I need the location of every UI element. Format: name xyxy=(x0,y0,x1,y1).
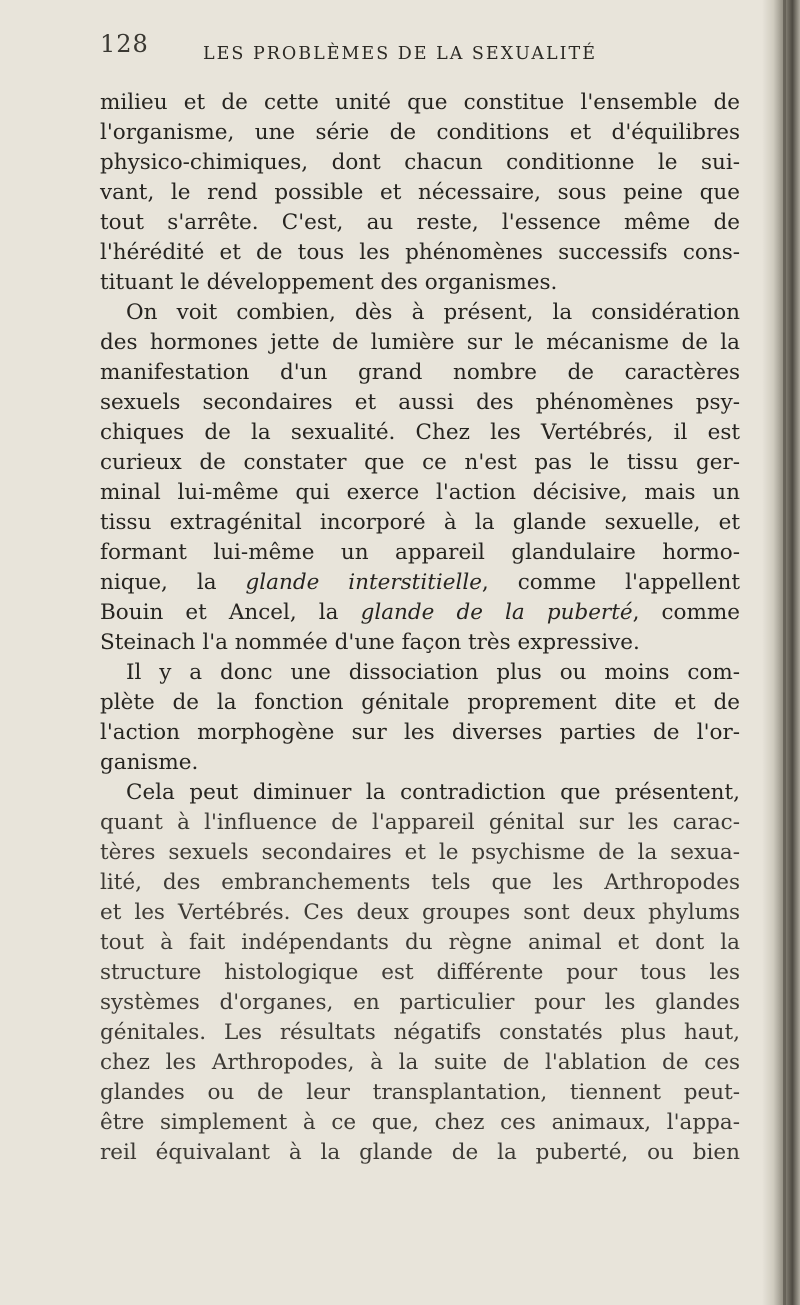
text-line: formant lui-même un appareil glandulaire hormo- xyxy=(100,540,740,565)
page-edge-line xyxy=(783,0,786,1305)
text-line: plète de la fonction génitale proprement dite et de xyxy=(100,690,740,715)
text-line: tout s'arrête. C'est, au reste, l'essence même de xyxy=(100,210,740,235)
text-line: lité, des embranchements tels que les Arthropodes xyxy=(100,870,740,895)
text-line: Cela peut diminuer la contradiction que présentent, xyxy=(126,780,740,805)
text-line: quant à l'influence de l'appareil génital sur les carac- xyxy=(100,810,740,835)
italic-term-glande-de-la-puberte: glande de la puberté xyxy=(360,600,633,625)
text-line: tituant le développement des organismes. xyxy=(100,270,558,295)
text-line: chiques de la sexualité. Chez les Vertébrés, il est xyxy=(100,420,740,445)
text-line: minal lui-même qui exerce l'action décisive, mais un xyxy=(100,480,740,505)
text-segment: , comme l'appellent xyxy=(481,570,740,595)
text-line: l'hérédité et de tous les phénomènes successifs cons- xyxy=(100,240,740,265)
text-line: sexuels secondaires et aussi des phénomènes psy- xyxy=(100,390,740,415)
text-line: et les Vertébrés. Ces deux groupes sont deux phylums xyxy=(100,900,740,925)
text-line: être simplement à ce que, chez ces animaux, l'appa- xyxy=(100,1110,740,1135)
text-segment: Bouin et Ancel, la xyxy=(100,600,339,625)
running-title: LES PROBLÈMES DE LA SEXUALITÉ xyxy=(203,44,597,64)
text-line: reil équivalant à la glande de la puberté, ou bien xyxy=(100,1140,740,1165)
text-line: tères sexuels secondaires et le psychisme de la sexua- xyxy=(100,840,740,865)
text-line: Il y a donc une dissociation plus ou moins com- xyxy=(126,660,740,685)
text-line: vant, le rend possible et nécessaire, sous peine que xyxy=(100,180,740,205)
text-line: l'organisme, une série de conditions et d'équilibres xyxy=(100,120,740,145)
text-line: On voit combien, dès à présent, la considération xyxy=(126,300,740,325)
text-line: glandes ou de leur transplantation, tiennent peut- xyxy=(100,1080,740,1105)
text-line: génitales. Les résultats négatifs constatés plus haut, xyxy=(100,1020,740,1045)
text-line: milieu et de cette unité que constitue l'ensemble de xyxy=(100,90,740,115)
text-segment: , comme xyxy=(632,600,740,625)
text-line: curieux de constater que ce n'est pas le tissu ger- xyxy=(100,450,740,475)
text-line: systèmes d'organes, en particulier pour les glandes xyxy=(100,990,740,1015)
text-segment: nique, la xyxy=(100,570,217,595)
italic-term-glande-interstitielle: glande interstitielle xyxy=(245,570,482,595)
body-text xyxy=(100,88,740,1168)
text-line xyxy=(100,568,740,598)
text-line: manifestation d'un grand nombre de caractères xyxy=(100,360,740,385)
text-line: structure histologique est différente pour tous les xyxy=(100,960,740,985)
text-line: physico-chimiques, dont chacun conditionne le sui- xyxy=(100,150,740,175)
text-line: ganisme. xyxy=(100,750,199,775)
text-line: tissu extragénital incorporé à la glande sexuelle, et xyxy=(100,510,740,535)
text-line: chez les Arthropodes, à la suite de l'ablation de ces xyxy=(100,1050,740,1075)
text-line: l'action morphogène sur les diverses parties de l'or- xyxy=(100,720,740,745)
page-number: 128 xyxy=(100,30,149,58)
text-line: des hormones jette de lumière sur le mécanisme de la xyxy=(100,330,740,355)
text-line: tout à fait indépendants du règne animal et dont la xyxy=(100,930,740,955)
text-line: Steinach l'a nommée d'une façon très expressive. xyxy=(100,630,640,655)
page-edge-shadow xyxy=(762,0,800,1305)
text-line xyxy=(100,598,740,628)
